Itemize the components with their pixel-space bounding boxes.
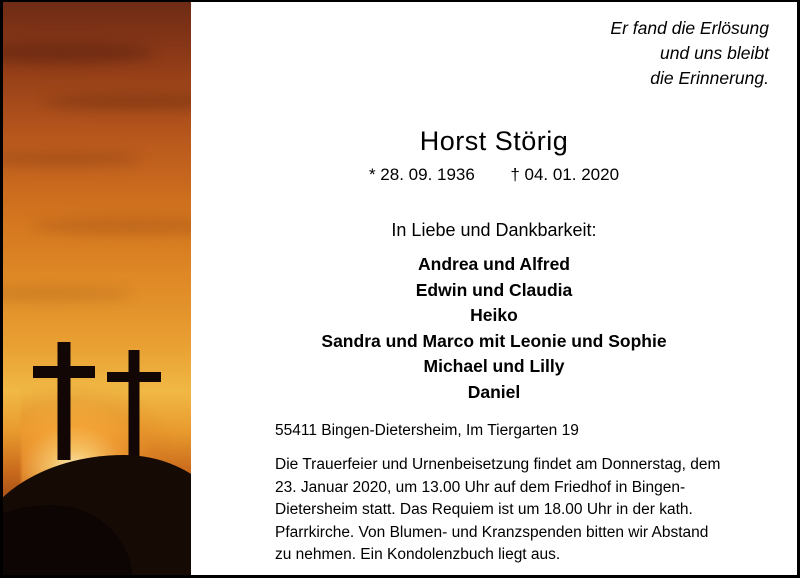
cross-icon [107, 350, 161, 456]
funeral-details [275, 454, 745, 567]
sunset-crosses-image [3, 2, 191, 575]
list-item: Andrea und Alfred [418, 254, 570, 274]
dedication-line: In Liebe und Dankbarkeit: [391, 220, 597, 240]
details-line: Dietersheim statt. Das Requiem ist um 18.00 Uhr in der kath. [275, 501, 693, 518]
list-item: Heiko [470, 305, 518, 325]
birth-date: * 28. 09. 1936 [368, 165, 475, 184]
life-dates [191, 165, 797, 185]
list-item: Sandra und Marco mit Leonie und Sophie [321, 330, 667, 351]
details-line: zu nehmen. Ein Kondolenzbuch liegt aus. [275, 546, 561, 563]
text-panel [191, 2, 797, 575]
survivors-list [191, 252, 797, 405]
epitaph-line-1: Er fand die Erlösung [610, 18, 769, 38]
epitaph-line-3: die Erinnerung. [650, 68, 769, 88]
details-line: Die Trauerfeier und Urnenbeisetzung findet am Donnerstag, dem [275, 456, 721, 473]
address-line: 55411 Bingen-Dietersheim, Im Tiergarten 19 [275, 422, 579, 439]
epitaph-line-2: und uns bleibt [660, 43, 769, 63]
details-line: Pfarrkirche. Von Blumen- und Kranzspenden bitten wir Abstand [275, 523, 709, 541]
deceased-name: Horst Störig [419, 126, 569, 156]
list-item: Daniel [467, 381, 521, 402]
details-line: 23. Januar 2020, um 13.00 Uhr auf dem Friedhof in Bingen- [275, 478, 686, 496]
epitaph [610, 16, 769, 91]
list-item: Edwin und Claudia [415, 279, 573, 300]
death-date: † 04. 01. 2020 [510, 165, 620, 184]
list-item: Michael und Lilly [423, 356, 565, 376]
cross-icon [33, 342, 95, 460]
